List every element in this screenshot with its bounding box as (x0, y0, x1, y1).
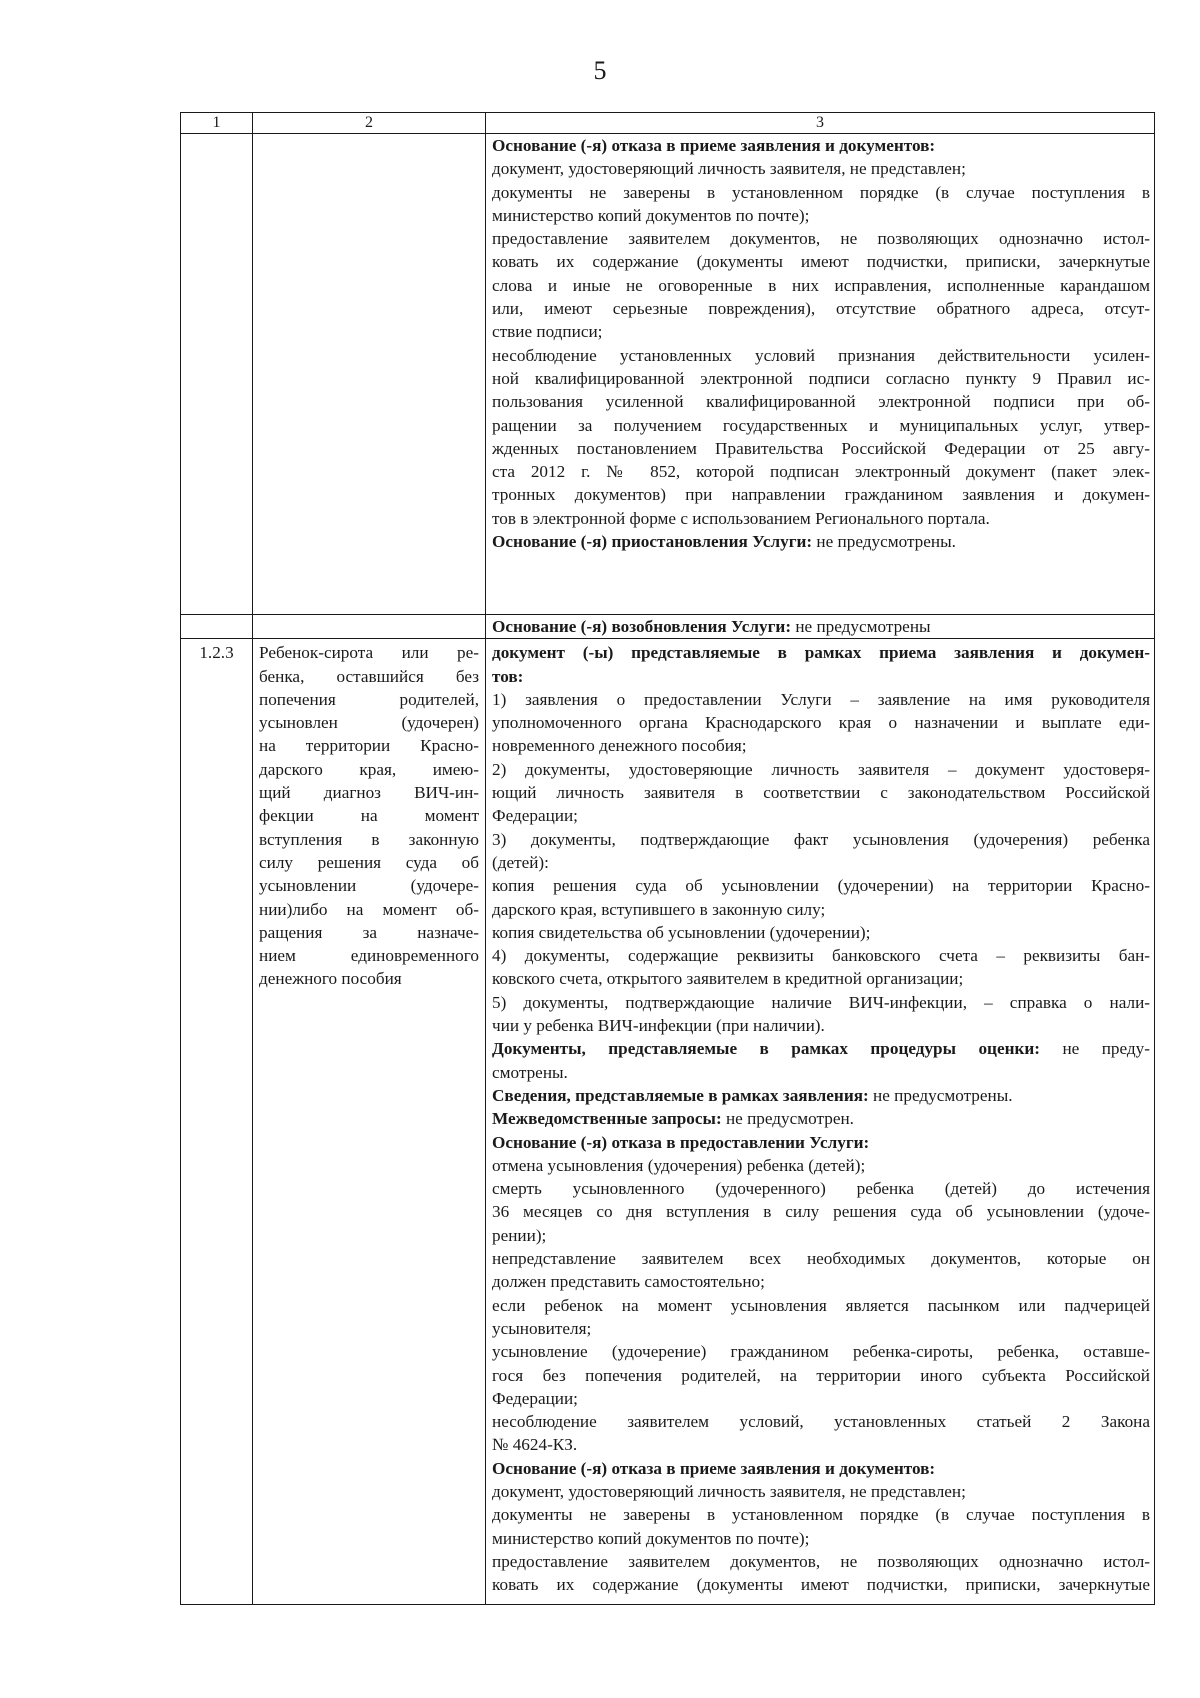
text-line: 5) документы, подтверждающие наличие ВИЧ-инфекции, – справка о нали- (492, 992, 1150, 1012)
text-line: должен представить самостоятельно; (492, 1272, 765, 1292)
description-line: усыновлен (удочерен) (259, 713, 479, 733)
text-line-bold: Межведомственные запросы: (492, 1109, 722, 1129)
text-line: жденных постановлением Правительства Российской Федерации от 25 авгу- (492, 438, 1150, 458)
text-line: дарского края, вступившего в законную силу; (492, 899, 826, 919)
text-line: копия свидетельства об усыновлении (удочерении); (492, 922, 871, 942)
description-line: нием единовременного (259, 946, 479, 966)
resumption-heading: Основание (-я) возобновления Услуги: (492, 617, 792, 636)
text-line (492, 1107, 1150, 1130)
header-col-1: 1 (181, 113, 253, 134)
description-line: дарского края, имею- (259, 759, 479, 779)
resumption-number-cell (181, 615, 253, 639)
header-col-3: 3 (486, 113, 1155, 134)
continuation-content-cell (486, 134, 1155, 615)
text-line: 36 месяцев со дня вступления в силу решения суда об усыновлении (удоче- (492, 1202, 1150, 1222)
text-line-rest: не преду- (1040, 1039, 1150, 1059)
text-line: тов: (492, 666, 524, 686)
text-line: смотрены. (492, 1062, 568, 1082)
text-line: ращении за получением государственных и муниципальных услуг, утвер- (492, 415, 1150, 435)
table-row-1-2-3 (181, 639, 1155, 1605)
text-line: ной квалифицированной электронной подписи согласно пункту 9 Правил ис- (492, 368, 1150, 388)
text-line: ствие подписи; (492, 322, 603, 342)
resumption-description-cell (253, 615, 486, 639)
text-line: (детей): (492, 852, 549, 872)
description-line: бенка, оставшийся без (259, 666, 479, 686)
text-line: 3) документы, подтверждающие факт усыновления (удочерения) ребенка (492, 829, 1150, 849)
text-line: документы не заверены в установленном порядке (в случае поступления в (492, 1505, 1150, 1525)
text-line: Федерации; (492, 806, 578, 826)
text-line: 1) заявления о предоставлении Услуги – заявление на имя руководителя (492, 689, 1150, 709)
text-line: Федерации; (492, 1388, 578, 1408)
table-header-row (181, 113, 1155, 134)
row-description-cell (253, 639, 486, 1605)
text-line: усыновителя; (492, 1318, 592, 1338)
text-line: или, имеют серьезные повреждения), отсутствие обратного адреса, отсут- (492, 299, 1150, 319)
description-line: фекции на момент (259, 806, 479, 826)
text-line: ковать их содержание (документы имеют подчистки, приписки, зачеркнутые (492, 1575, 1150, 1595)
row-description-lines (259, 641, 479, 990)
text-line: Основание (-я) отказа в приеме заявления и документов: (492, 1458, 936, 1478)
text-line: министерство копий документов по почте); (492, 1528, 810, 1548)
resumption-line (492, 615, 1150, 638)
text-line: смерть усыновленного (удочеренного) ребенка (детей) до истечения (492, 1179, 1150, 1199)
description-line: на территории Красно- (259, 736, 479, 756)
text-line: 2) документы, удостоверяющие личность заявителя – документ удостоверя- (492, 759, 1150, 779)
text-line: министерство копий документов по почте); (492, 205, 810, 225)
text-line (492, 1084, 1150, 1107)
text-line: отмена усыновления (удочерения) ребенка (детей); (492, 1155, 866, 1175)
text-line-rest: не предусмотрен. (721, 1109, 854, 1129)
text-line-rest: не предусмотрены. (868, 1085, 1013, 1105)
table-row-resumption (181, 615, 1155, 639)
resumption-text: не предусмотрены (791, 617, 931, 636)
page-number: 5 (593, 56, 607, 85)
text-line: тронных документов) при направлении гражданином заявления и докумен- (492, 485, 1150, 505)
description-line: Ребенок-сирота или ре- (259, 643, 479, 663)
description-line: попечения родителей, (259, 689, 479, 709)
text-line: документ, удостоверяющий личность заявителя, не представлен; (492, 159, 966, 179)
continuation-description-cell (253, 134, 486, 615)
text-line: документы не заверены в установленном порядке (в случае поступления в (492, 182, 1150, 202)
row-content-lines (492, 641, 1150, 1596)
description-line: щий диагноз ВИЧ-ин- (259, 783, 479, 803)
description-line: вступления в законную (259, 829, 479, 849)
text-line-rest: не предусмотрены. (812, 532, 956, 552)
description-line: ращения за назначе- (259, 922, 479, 942)
text-line: рении); (492, 1225, 547, 1245)
text-line: Основание (-я) отказа в приеме заявления и документов: (492, 136, 936, 155)
row-number: 1.2.3 (181, 639, 253, 1605)
text-line: гося без попечения родителей, на территории иного субъекта Российской (492, 1365, 1150, 1385)
text-line: 4) документы, содержащие реквизиты банковского счета – реквизиты бан- (492, 946, 1150, 966)
text-line: новременного денежного пособия; (492, 736, 747, 756)
text-line: несоблюдение установленных условий признания действительности усилен- (492, 345, 1150, 365)
text-line: копия решения суда об усыновлении (удочерении) на территории Красно- (492, 876, 1150, 896)
text-line: пользования усиленной квалифицированной электронной подписи при об- (492, 392, 1150, 412)
text-line: усыновление (удочерение) гражданином ребенка-сироты, ребенка, оставше- (492, 1342, 1150, 1362)
text-line: тов в электронной форме с использованием Регионального портала. (492, 508, 990, 528)
text-line: уполномоченного органа Краснодарского края о назначении и выплате еди- (492, 713, 1150, 733)
text-line: непредставление заявителем всех необходимых документов, которые он (492, 1249, 1150, 1269)
row-content-cell (486, 639, 1155, 1605)
text-line: слова и иные не оговоренные в них исправления, исполненные карандашом (492, 275, 1150, 295)
text-line: ста 2012 г. № 852, которой подписан электронный документ (пакет элек- (492, 462, 1150, 482)
text-line-bold: Сведения, представляемые в рамках заявления: (492, 1085, 869, 1105)
description-line: денежного пособия (259, 969, 402, 989)
text-line: Основание (-я) отказа в предоставлении Услуги: (492, 1132, 870, 1152)
text-line: ющий личность заявителя в соответствии с законодательством Российской (492, 783, 1150, 803)
table-row-continuation (181, 134, 1155, 615)
text-line: ковать их содержание (документы имеют подчистки, приписки, зачеркнутые (492, 252, 1150, 272)
description-line: силу решения суда об (259, 852, 479, 872)
description-line: нии)либо на момент об- (259, 899, 479, 919)
text-line (492, 1037, 1150, 1060)
text-line-bold: Документы, представляемые в рамках процедуры оценки: (492, 1039, 1041, 1059)
resumption-content-cell (486, 615, 1155, 639)
text-line: чии у ребенка ВИЧ-инфекции (при наличии). (492, 1016, 825, 1036)
text-line: предоставление заявителем документов, не позволяющих однозначно истол- (492, 1551, 1150, 1571)
text-line: ковского счета, открытого заявителем в кредитной организации; (492, 969, 964, 989)
text-line: предоставление заявителем документов, не позволяющих однозначно истол- (492, 229, 1150, 249)
text-line: документ, удостоверяющий личность заявителя, не представлен; (492, 1481, 966, 1501)
text-line: № 4624-КЗ. (492, 1435, 578, 1455)
header-col-2: 2 (253, 113, 486, 134)
text-line-bold: Основание (-я) приостановления Услуги: (492, 532, 813, 552)
continuation-number-cell (181, 134, 253, 615)
description-line: усыновлении (удочере- (259, 876, 479, 896)
text-line: несоблюдение заявителем условий, установленных статьей 2 Закона (492, 1412, 1150, 1432)
text-line: документ (-ы) представляемые в рамках приема заявления и докумен- (492, 643, 1150, 663)
text-line (492, 530, 1150, 553)
text-line: если ребенок на момент усыновления является пасынком или падчерицей (492, 1295, 1150, 1315)
continuation-content-lines (492, 134, 1150, 553)
content-table (180, 112, 1155, 1605)
